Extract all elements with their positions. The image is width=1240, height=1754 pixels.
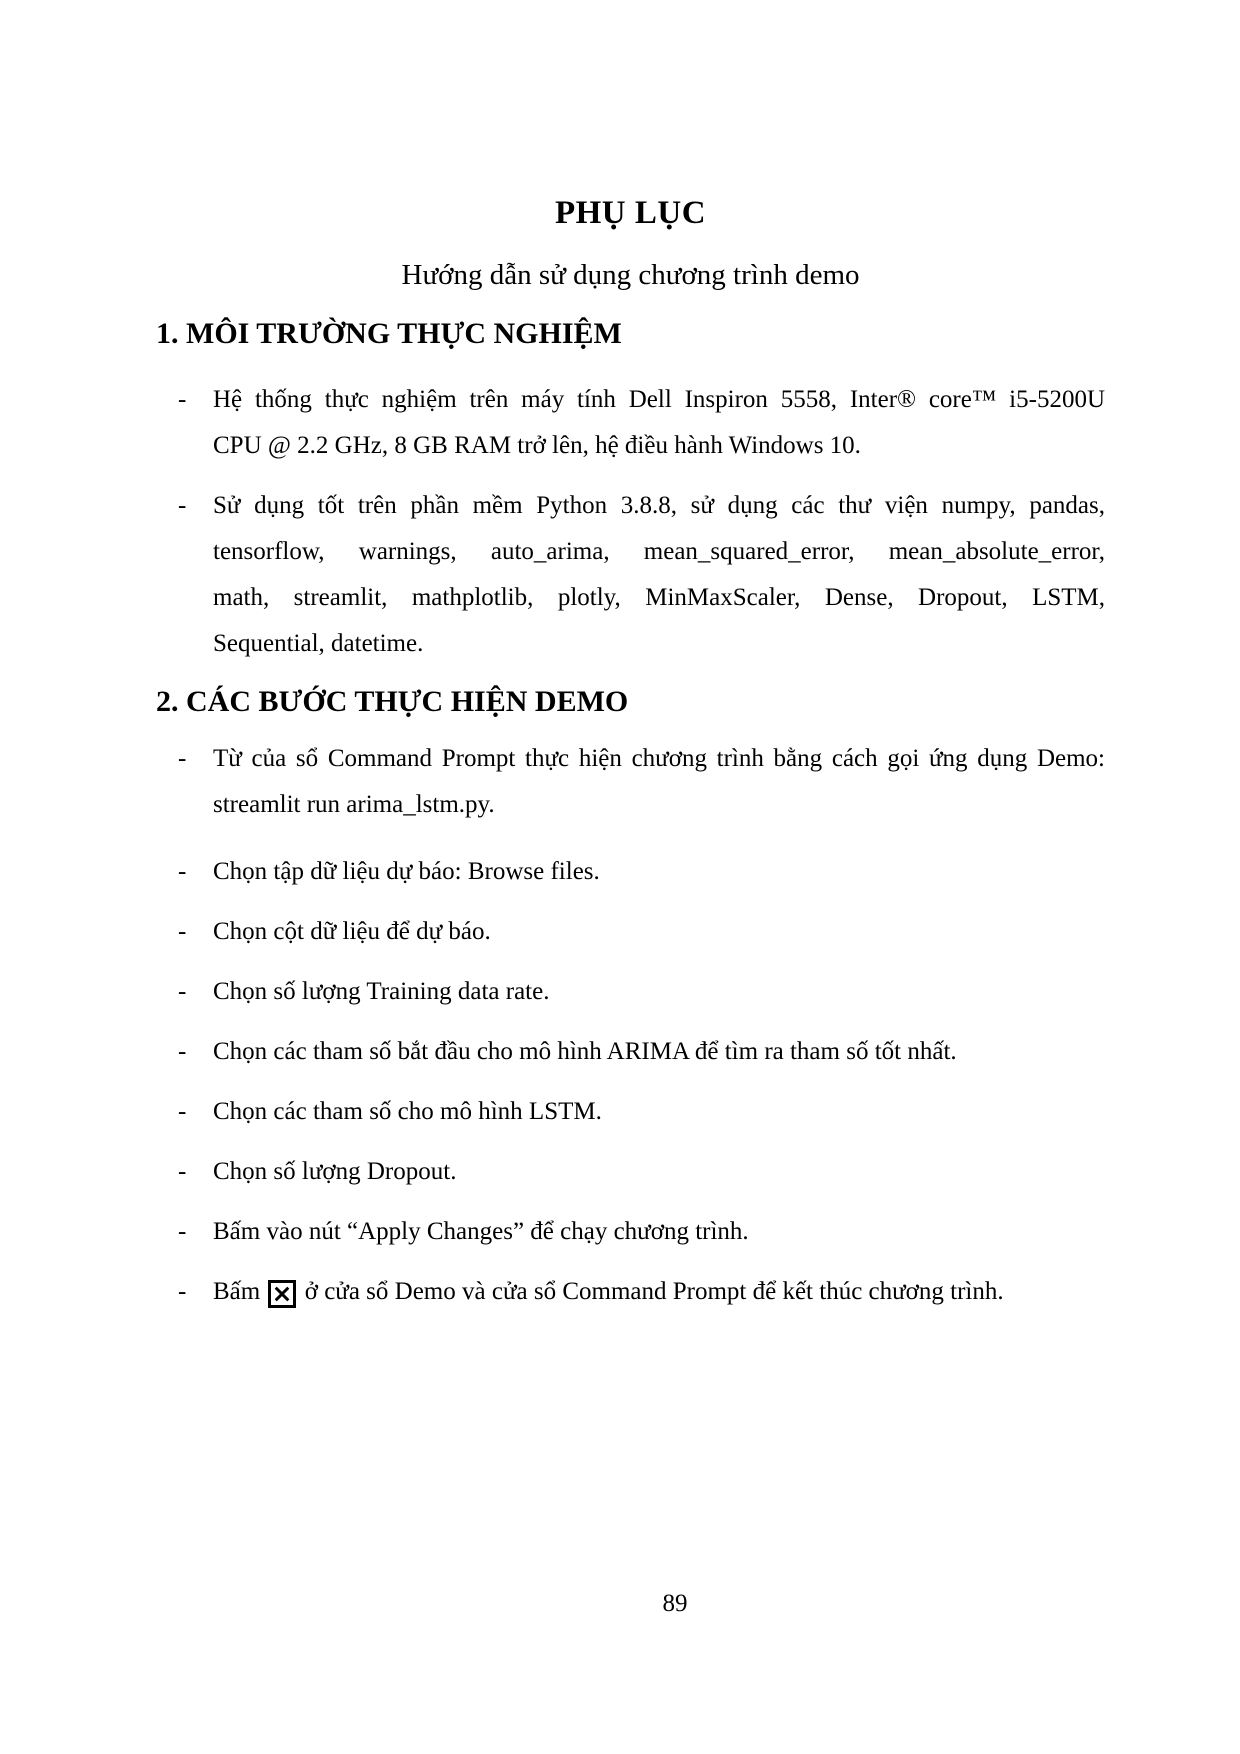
close-box-icon (268, 1280, 296, 1308)
list-item (156, 969, 1105, 1015)
list-line: math, streamlit, mathplotlib, plotly, MinMaxScaler, Dense, Dropout, LSTM, (213, 584, 1105, 611)
list-line: Sequential, datetime. (213, 630, 424, 657)
list-marker: - (178, 386, 187, 413)
list-marker: - (178, 1158, 187, 1185)
list-line: Chọn các tham số cho mô hình LSTM. (213, 1098, 602, 1125)
list-marker: - (178, 858, 187, 885)
list-item (156, 849, 1105, 895)
list-item (156, 1149, 1105, 1195)
list-item (156, 1089, 1105, 1135)
document-content (156, 0, 1105, 1315)
list-line: Bấm vào nút “Apply Changes” để chạy chương trình. (213, 1218, 749, 1245)
list-item (156, 1209, 1105, 1255)
list-item (156, 1269, 1105, 1315)
list-line: streamlit run arima_lstm.py. (213, 791, 495, 818)
list-marker: - (178, 978, 187, 1005)
list-item (156, 736, 1105, 828)
page-number: 89 (662, 1590, 688, 1617)
list-marker: - (178, 1278, 187, 1305)
list-line: tensorflow, warnings, auto_arima, mean_squared_error, mean_absolute_error, (213, 538, 1105, 565)
list-line-text-after: ở cửa sổ Demo và cửa sổ Command Prompt để kết thúc chương trình. (298, 1278, 1004, 1305)
list-line: Chọn tập dữ liệu dự báo: Browse files. (213, 858, 600, 885)
page-subtitle: Hướng dẫn sử dụng chương trình demo (401, 259, 860, 291)
list-line: Chọn số lượng Dropout. (213, 1158, 457, 1185)
list-marker: - (178, 1038, 187, 1065)
list-line: Từ của sổ Command Prompt thực hiện chương trình bằng cách gọi ứng dụng Demo: (213, 745, 1105, 772)
list-line-text-before: Bấm (213, 1278, 267, 1305)
list-line (213, 1269, 1105, 1315)
list-line: Chọn các tham số bắt đầu cho mô hình ARIMA để tìm ra tham số tốt nhất. (213, 1038, 957, 1065)
list-marker: - (178, 1098, 187, 1125)
list-marker: - (178, 745, 187, 772)
list-line: Sử dụng tốt trên phần mềm Python 3.8.8, sử dụng các thư viện numpy, pandas, (213, 492, 1105, 519)
list-line: Hệ thống thực nghiệm trên máy tính Dell Inspiron 5558, Inter® core™ i5-5200U (213, 386, 1105, 413)
list-marker: - (178, 492, 187, 519)
list-marker: - (178, 918, 187, 945)
section-1-heading: 1. MÔI TRƯỜNG THỰC NGHIỆM (156, 317, 622, 350)
list-line: Chọn cột dữ liệu để dự báo. (213, 918, 491, 945)
page-title: PHỤ LỤC (554, 195, 707, 231)
list-item (156, 377, 1105, 469)
section-2-heading: 2. CÁC BƯỚC THỰC HIỆN DEMO (156, 685, 629, 718)
list-item (156, 1029, 1105, 1075)
list-marker: - (178, 1218, 187, 1245)
list-line: CPU @ 2.2 GHz, 8 GB RAM trở lên, hệ điều hành Windows 10. (213, 432, 861, 459)
list-line: Chọn số lượng Training data rate. (213, 978, 550, 1005)
list-item (156, 483, 1105, 667)
list-item (156, 909, 1105, 955)
